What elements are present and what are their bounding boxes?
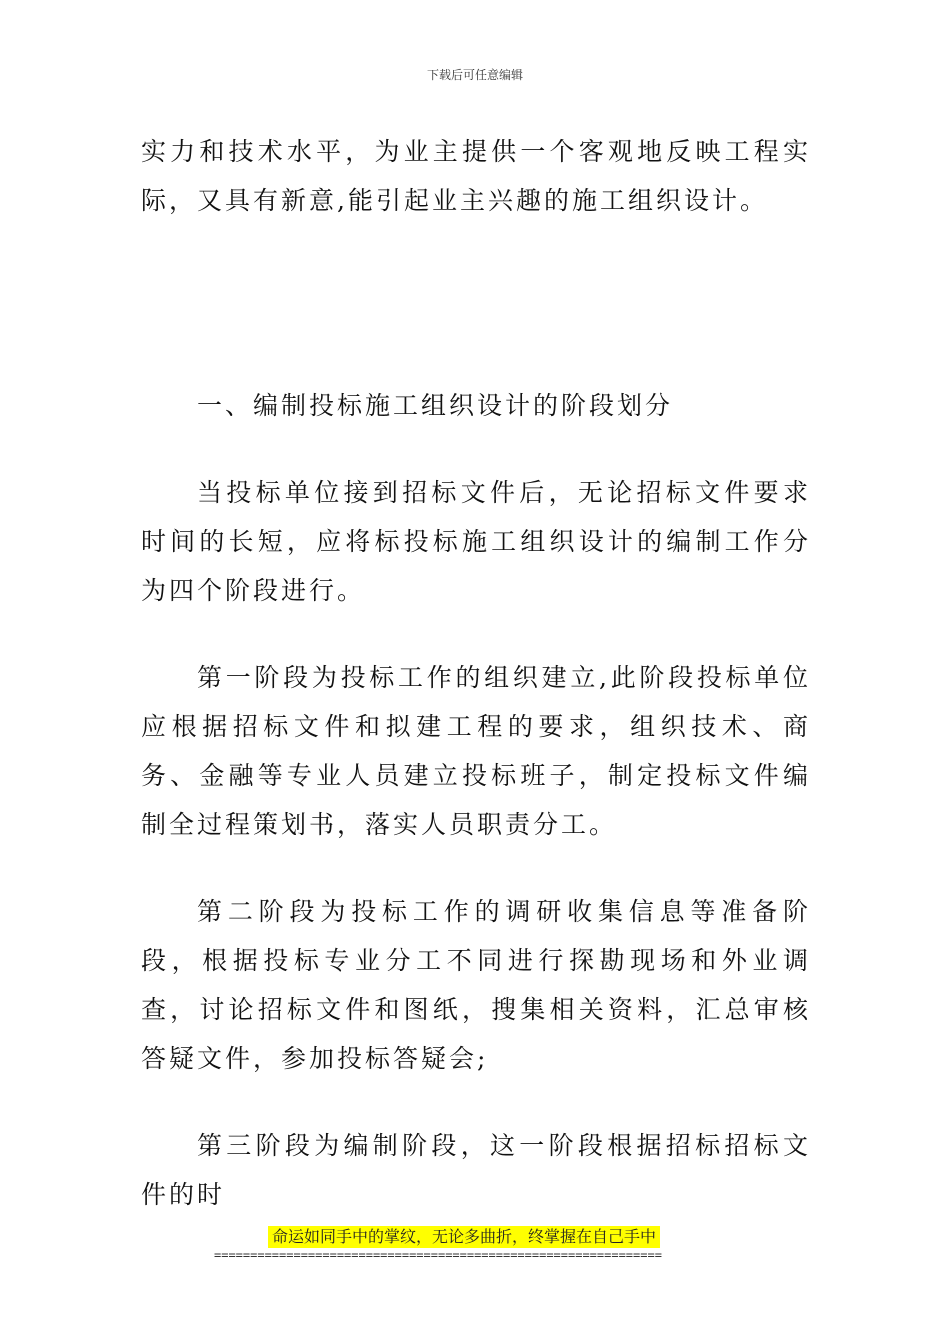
footer-motto-banner: 命运如同手中的掌纹，无论多曲折，终掌握在自己手中: [268, 1226, 660, 1248]
paragraph-stage-one: 第一阶段为投标工作的组织建立,此阶段投标单位应根据招标文件和拟建工程的要求，组织技术、商务、金融等专业人员建立投标班子，制定投标文件编制全过程策划书，落实人员职责分工。: [141, 663, 811, 839]
section-heading: 一、编制投标施工组织设计的阶段划分: [197, 391, 674, 420]
header-note: 下载后可任意编辑: [426, 68, 523, 82]
paragraph-intro: 当投标单位接到招标文件后，无论招标文件要求时间的长短，应将标投标施工组织设计的编制工作分为四个阶段进行。: [141, 478, 811, 605]
paragraph-stage-two: 第二阶段为投标工作的调研收集信息等准备阶段，根据投标专业分工不同进行探勘现场和外业调查，讨论招标文件和图纸，搜集相关资料，汇总审核答疑文件，参加投标答疑会;: [141, 897, 811, 1073]
document-body: [141, 127, 811, 1219]
paragraph-stage-three: 第三阶段为编制阶段，这一阶段根据招标招标文件的时: [141, 1131, 811, 1209]
paragraph-continuation: 实力和技术水平，为业主提供一个客观地反映工程实际，又具有新意,能引起业主兴趣的施工组织设计。: [141, 137, 811, 215]
footer-divider: ==============================================================: [214, 1248, 662, 1262]
